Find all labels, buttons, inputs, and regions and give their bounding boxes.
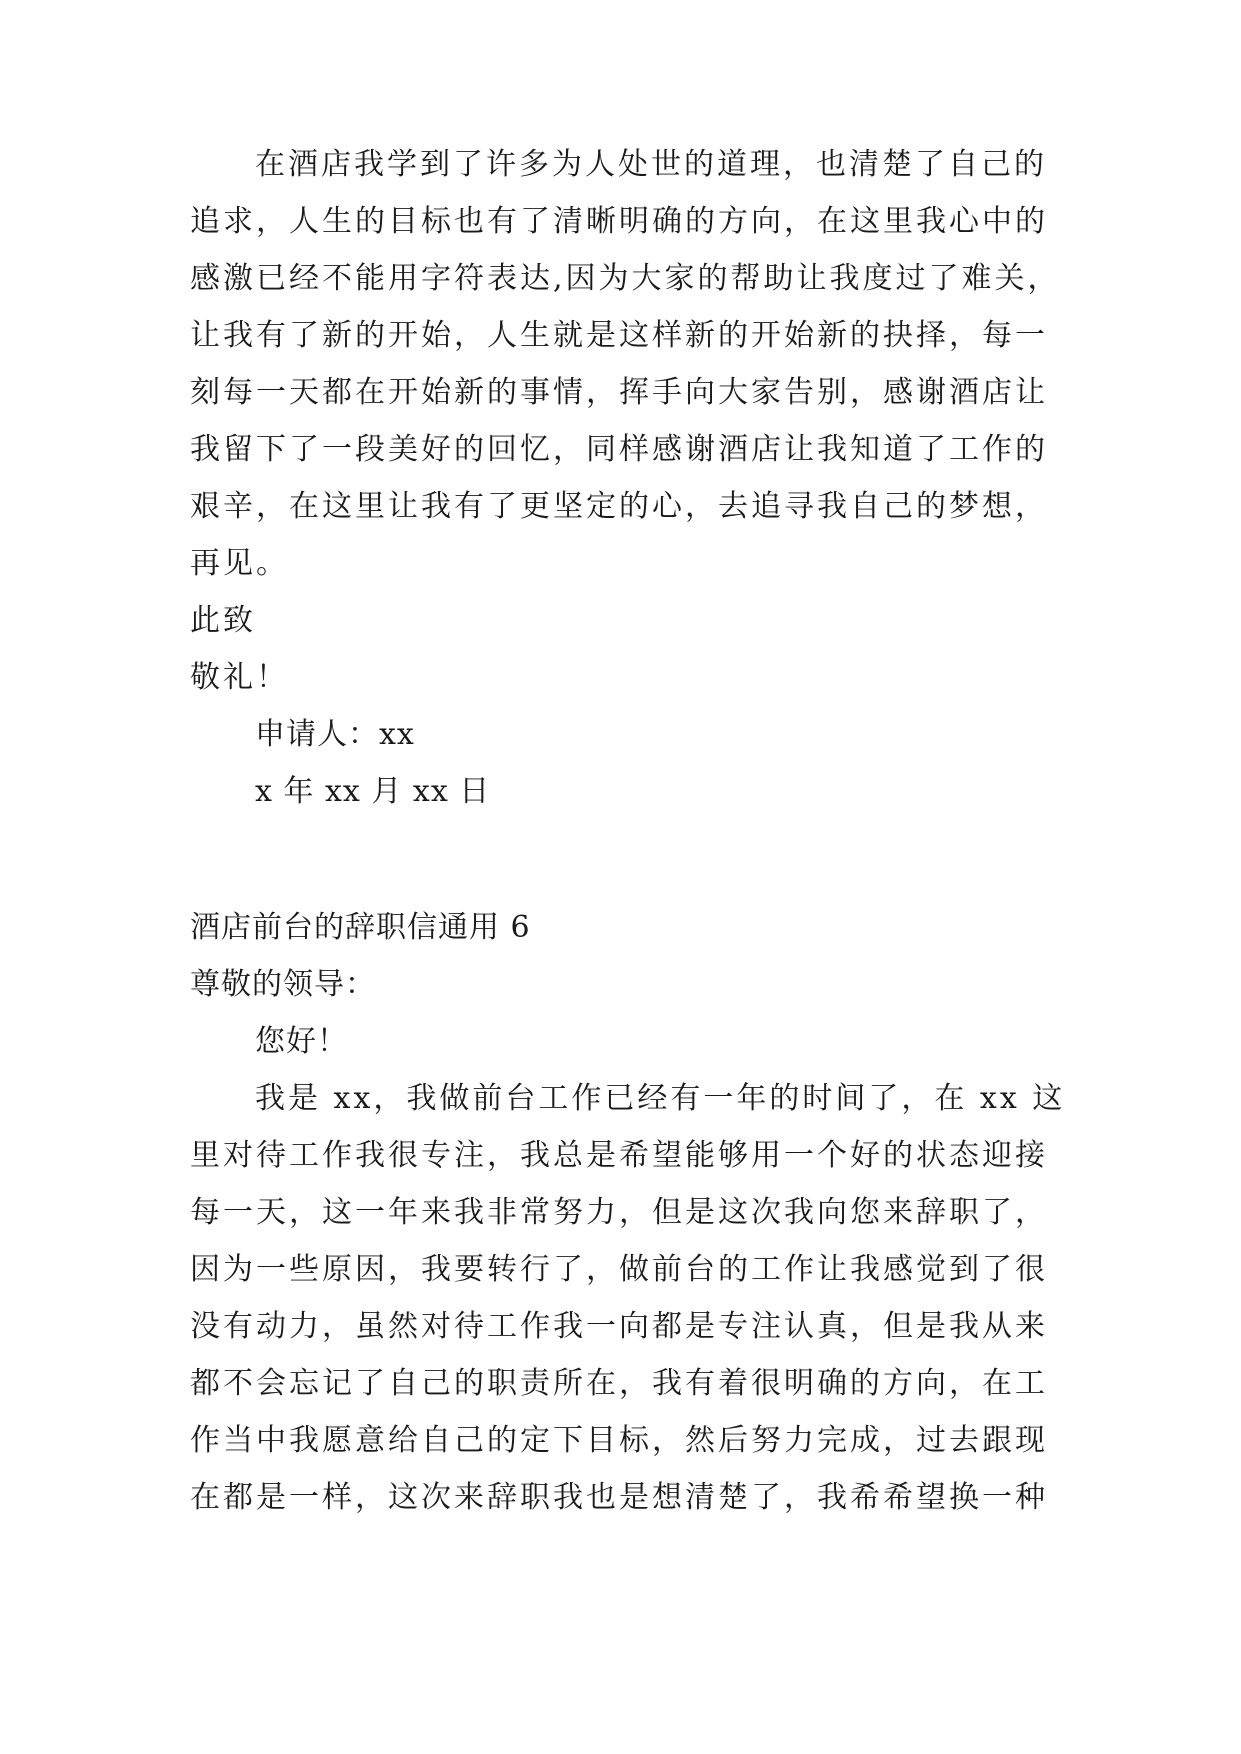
paragraph-line: 作当中我愿意给自己的定下目标，然后努力完成，过去跟现: [190, 1423, 1048, 1458]
paragraph-line: 里对待工作我很专注，我总是希望能够用一个好的状态迎接: [190, 1138, 1048, 1173]
paragraph-line: 感激已经不能用字符表达,因为大家的帮助让我度过了难关，: [190, 261, 1061, 296]
paragraph-line: 我是 xx，我做前台工作已经有一年的时间了，在 xx 这: [255, 1081, 1066, 1116]
paragraph-line: 让我有了新的开始，人生就是这样新的开始新的抉择，每一: [190, 318, 1048, 353]
paragraph-line: 每一天，这一年来我非常努力，但是这次我向您来辞职了，: [190, 1195, 1048, 1230]
paragraph-line: 没有动力，虽然对待工作我一向都是专注认真，但是我从来: [190, 1309, 1048, 1344]
paragraph-line: 刻每一天都在开始新的事情，挥手向大家告别，感谢酒店让: [190, 375, 1048, 410]
section-title: 酒店前台的辞职信通用 6: [190, 910, 531, 945]
paragraph-line: 再见。: [190, 546, 289, 581]
salutation: 尊敬的领导：: [190, 967, 376, 1002]
paragraph-line: 艰辛，在这里让我有了更坚定的心，去追寻我自己的梦想，: [190, 489, 1048, 524]
closing-line: 此致: [190, 603, 256, 638]
paragraph-line: 追求，人生的目标也有了清晰明确的方向，在这里我心中的: [190, 204, 1048, 239]
applicant-signature: 申请人：xx: [255, 717, 415, 752]
letter-date: x 年 xx 月 xx 日: [255, 774, 491, 809]
greeting: 您好！: [255, 1024, 348, 1059]
paragraph-line: 在都是一样，这次来辞职我也是想清楚了，我希希望换一种: [190, 1480, 1048, 1515]
paragraph-line: 我留下了一段美好的回忆，同样感谢酒店让我知道了工作的: [190, 432, 1048, 467]
closing-line: 敬礼！: [190, 660, 289, 695]
paragraph-line: 因为一些原因，我要转行了，做前台的工作让我感觉到了很: [190, 1252, 1048, 1287]
paragraph-line: 在酒店我学到了许多为人处世的道理，也清楚了自己的: [255, 147, 1047, 182]
paragraph-line: 都不会忘记了自己的职责所在，我有着很明确的方向，在工: [190, 1366, 1048, 1401]
